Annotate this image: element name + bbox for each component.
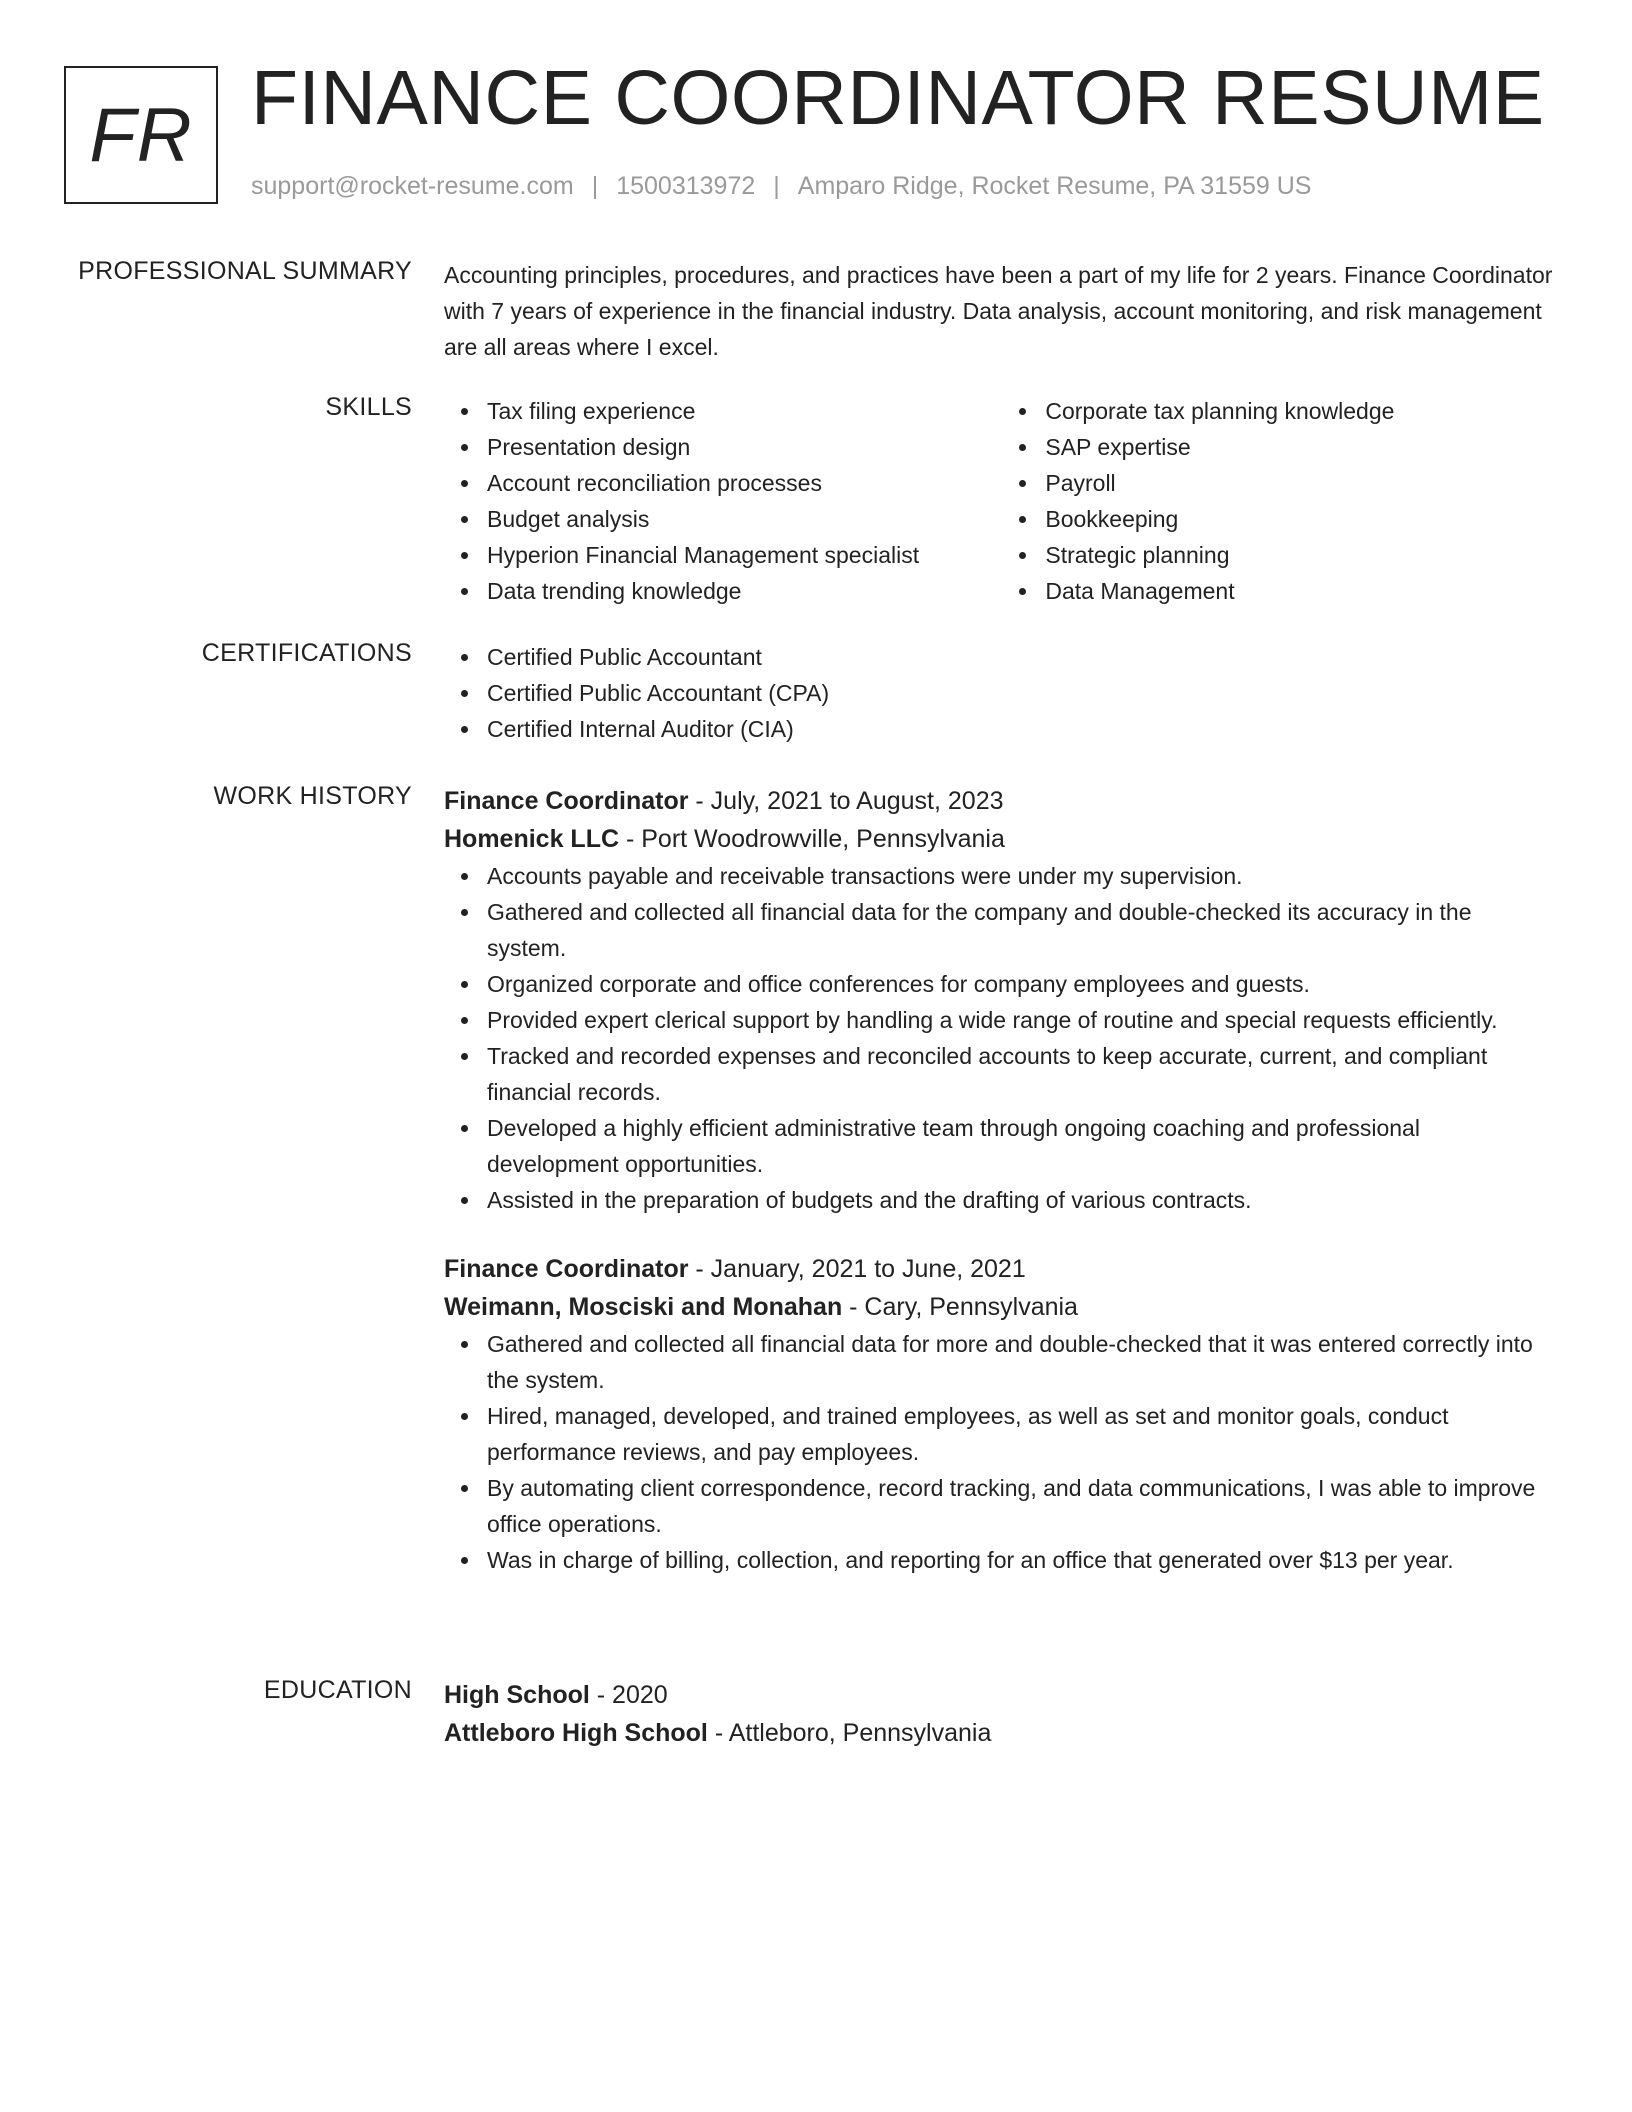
skill-item: Data Management — [1045, 573, 1556, 609]
job-duty-item: By automating client correspondence, record tracking, and data communications, I was able to improve office operations. — [487, 1470, 1556, 1542]
skill-item: Budget analysis — [487, 501, 1002, 537]
job-location: - Port Woodrowville, Pennsylvania — [619, 825, 1005, 853]
job-company: Homenick LLC — [444, 825, 620, 853]
job-entry — [444, 782, 1556, 1218]
monogram-logo: FR — [64, 66, 218, 204]
job-dates: - January, 2021 to June, 2021 — [688, 1255, 1026, 1283]
job-duty-item: Accounts payable and receivable transactions were under my supervision. — [487, 858, 1556, 894]
job-title: Finance Coordinator — [444, 1255, 689, 1283]
education-degree-line — [444, 1676, 1556, 1714]
resume-title: FINANCE COORDINATOR RESUME — [251, 55, 1545, 141]
work-history-body — [444, 782, 1556, 1578]
skill-item: Presentation design — [487, 429, 1002, 465]
section-label-education: EDUCATION — [263, 1676, 412, 1704]
education-year: - 2020 — [589, 1681, 668, 1709]
job-duty-item: Developed a highly efficient administrative team through ongoing coaching and professional development opportunities. — [487, 1110, 1556, 1182]
job-title: Finance Coordinator — [444, 787, 689, 815]
certification-item: Certified Public Accountant — [487, 639, 1556, 675]
job-duty-item: Gathered and collected all financial data for more and double-checked that it was entered correctly into the system. — [487, 1326, 1556, 1398]
job-duty-item: Hired, managed, developed, and trained employees, as well as set and monitor goals, conduct performance reviews, and pay employees. — [487, 1398, 1556, 1470]
job-duty-item: Assisted in the preparation of budgets and the drafting of various contracts. — [487, 1182, 1556, 1218]
skill-item: Data trending knowledge — [487, 573, 1002, 609]
certifications-list — [444, 639, 1556, 747]
education-school-line — [444, 1714, 1556, 1752]
section-label-summary: PROFESSIONAL SUMMARY — [78, 257, 412, 285]
section-label-certifications: CERTIFICATIONS — [201, 639, 412, 667]
skill-item: Hyperion Financial Management specialist — [487, 537, 1002, 573]
job-company-line — [444, 820, 1556, 858]
certifications-body — [444, 639, 1556, 747]
skills-column-1 — [444, 393, 1002, 609]
contact-separator: | — [591, 172, 599, 200]
summary-text: Accounting principles, procedures, and practices have been a part of my life for 2 years. Finance Coordinator with 7 years of experience in the financial industry. Data analysis, account monitoring, and risk management are all areas where I excel. — [444, 262, 1553, 360]
skills-column-2 — [1002, 393, 1556, 609]
contact-phone[interactable]: 1500313972 — [616, 172, 756, 200]
job-duty-item: Was in charge of billing, collection, and reporting for an office that generated over $13 per year. — [487, 1542, 1556, 1578]
job-title-line — [444, 782, 1556, 820]
job-duties-list — [444, 1326, 1556, 1578]
job-dates: - July, 2021 to August, 2023 — [688, 787, 1004, 815]
job-duty-item: Provided expert clerical support by handling a wide range of routine and special requests efficiently. — [487, 1002, 1556, 1038]
skill-item: Bookkeeping — [1045, 501, 1556, 537]
section-label-work-history: WORK HISTORY — [213, 782, 412, 810]
certification-item: Certified Internal Auditor (CIA) — [487, 711, 1556, 747]
job-location: - Cary, Pennsylvania — [842, 1293, 1078, 1321]
contact-separator: | — [773, 172, 780, 200]
job-duty-item: Tracked and recorded expenses and reconciled accounts to keep accurate, current, and compliant financial records. — [487, 1038, 1556, 1110]
contact-line — [251, 172, 1311, 201]
certification-item: Certified Public Accountant (CPA) — [487, 675, 1556, 711]
contact-email[interactable]: support@rocket-resume.com — [251, 172, 574, 200]
section-label-skills: SKILLS — [325, 393, 412, 421]
skill-item: Account reconciliation processes — [487, 465, 1002, 501]
education-degree: High School — [444, 1681, 590, 1709]
job-title-line — [444, 1250, 1556, 1288]
skill-item: Tax filing experience — [487, 393, 1002, 429]
job-company-line — [444, 1288, 1556, 1326]
education-body — [444, 1676, 1556, 1752]
skill-item: Strategic planning — [1045, 537, 1556, 573]
education-location: - Attleboro, Pennsylvania — [707, 1719, 992, 1747]
job-duties-list — [444, 858, 1556, 1218]
skill-item: SAP expertise — [1045, 429, 1556, 465]
job-entry — [444, 1250, 1556, 1578]
job-duty-item: Organized corporate and office conferences for company employees and guests. — [487, 966, 1556, 1002]
contact-address: Amparo Ridge, Rocket Resume, PA 31559 US — [797, 172, 1312, 200]
skill-item: Payroll — [1045, 465, 1556, 501]
job-duty-item: Gathered and collected all financial data for the company and double-checked its accuracy in the system. — [487, 894, 1556, 966]
job-company: Weimann, Mosciski and Monahan — [444, 1293, 843, 1321]
skill-item: Corporate tax planning knowledge — [1045, 393, 1556, 429]
skills-body — [444, 393, 1556, 609]
education-school: Attleboro High School — [444, 1719, 708, 1747]
